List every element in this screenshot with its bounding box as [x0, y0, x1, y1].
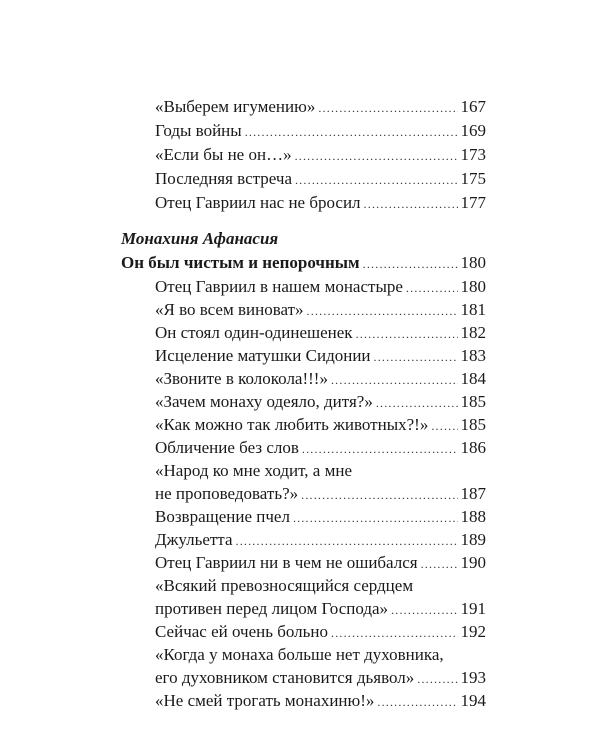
- toc-entry-page: 194: [460, 691, 486, 710]
- toc-entry[interactable]: [155, 345, 486, 367]
- toc-chapter-heading[interactable]: [121, 252, 486, 274]
- toc-entry-page: 187: [460, 484, 486, 503]
- dot-leader: [421, 553, 458, 575]
- dot-leader: [376, 392, 458, 414]
- dot-leader: [295, 145, 458, 167]
- toc-entry[interactable]: [155, 598, 486, 620]
- toc-entry-title: Он стоял один-одинешенек: [155, 323, 353, 342]
- toc-entry-title: Отец Гавриил в нашем монастыре: [155, 277, 403, 296]
- toc-entry[interactable]: [155, 621, 486, 643]
- toc-entry-title: «Зачем монаху одеяло, дитя?»: [155, 392, 373, 411]
- toc-entry-page: 185: [460, 392, 486, 411]
- toc-entry-title: «Не смей трогать монахиню!»: [155, 691, 375, 710]
- toc-entry[interactable]: [155, 483, 486, 505]
- toc-entry[interactable]: [155, 414, 486, 436]
- toc-entry[interactable]: [155, 437, 486, 459]
- toc-entry-page: 186: [460, 438, 486, 457]
- toc-entry-page: 167: [460, 97, 486, 116]
- dot-leader: [307, 300, 458, 322]
- toc-entry-page: 190: [460, 553, 486, 572]
- toc-entry[interactable]: [155, 322, 486, 344]
- toc-entry-title: Сейчас ей очень больно: [155, 622, 328, 641]
- dot-leader: [363, 253, 458, 275]
- toc-entry-title-line1: «Народ ко мне ходит, а мне: [155, 461, 352, 480]
- toc-entry-title: «Как можно так любить животных?!»: [155, 415, 429, 434]
- dot-leader: [331, 622, 458, 644]
- toc-entry[interactable]: [155, 552, 486, 574]
- toc-entry-title: Джульетта: [155, 530, 233, 549]
- dot-leader: [364, 193, 458, 215]
- toc-entry[interactable]: [155, 168, 486, 190]
- toc-entry[interactable]: [155, 96, 486, 118]
- dot-leader: [245, 121, 458, 143]
- toc-entry-page: 185: [460, 415, 486, 434]
- toc-entry-title: «Выберем игумению»: [155, 97, 316, 116]
- toc-entry-page: 182: [460, 323, 486, 342]
- toc-entry-title: противен перед лицом Господа»: [155, 599, 389, 618]
- toc-entry-title: Годы войны: [155, 121, 242, 140]
- dot-leader: [391, 599, 458, 621]
- toc-entry-title: Отец Гавриил ни в чем не ошибался: [155, 553, 418, 572]
- toc-entry[interactable]: [155, 120, 486, 142]
- toc-entry[interactable]: [155, 368, 486, 390]
- toc-entry-title-line1: «Всякий превозносящийся сердцем: [155, 576, 414, 595]
- dot-leader: [236, 530, 459, 552]
- toc-entry-title: Отец Гавриил нас не бросил: [155, 193, 361, 212]
- toc-entry-page: 180: [460, 277, 486, 296]
- toc-entry[interactable]: [155, 391, 486, 413]
- toc-entry-page: 177: [460, 193, 486, 212]
- toc-entry[interactable]: [155, 667, 486, 689]
- dot-leader: [293, 507, 458, 529]
- toc-entry-title: «Звоните в колокола!!!»: [155, 369, 328, 388]
- dot-leader: [318, 97, 458, 119]
- toc-entry-page: 169: [460, 121, 486, 140]
- toc-entry-title: «Я во всем виноват»: [155, 300, 304, 319]
- toc-entry-title: не проповедовать?»: [155, 484, 299, 503]
- toc-entry-page: 175: [460, 169, 486, 188]
- toc-entry-page: 188: [460, 507, 486, 526]
- toc-entry-title: его духовником становится дьявол»: [155, 668, 415, 687]
- toc-entry[interactable]: [155, 299, 486, 321]
- toc-entry-title: Последняя встреча: [155, 169, 293, 188]
- toc-entry-page: 189: [460, 530, 486, 549]
- dot-leader: [431, 415, 458, 437]
- toc-entry[interactable]: [155, 144, 486, 166]
- toc-entry-page: 181: [460, 300, 486, 319]
- toc-entry-page: 191: [460, 599, 486, 618]
- dot-leader: [356, 323, 458, 345]
- toc-entry-title: Исцеление матушки Сидонии: [155, 346, 371, 365]
- toc-entry[interactable]: [155, 690, 486, 712]
- toc-entry-title: Обличение без слов: [155, 438, 299, 457]
- section-author: Монахиня Афанасия: [121, 229, 279, 248]
- toc-entry[interactable]: [155, 192, 486, 214]
- toc-entry-title: Возвращение пчел: [155, 507, 290, 526]
- toc-entry[interactable]: [155, 276, 486, 298]
- dot-leader: [377, 691, 458, 713]
- dot-leader: [295, 169, 458, 191]
- toc-entry-page: 192: [460, 622, 486, 641]
- toc-entry[interactable]: [155, 506, 486, 528]
- toc-entry-page: 183: [460, 346, 486, 365]
- toc-entry-page: 193: [460, 668, 486, 687]
- toc-entry-title-line1: «Когда у монаха больше нет духовника,: [155, 645, 444, 664]
- dot-leader: [417, 668, 458, 690]
- toc-entry-title: «Если бы не он…»: [155, 145, 292, 164]
- dot-leader: [301, 484, 458, 506]
- toc-entry-page: 173: [460, 145, 486, 164]
- dot-leader: [331, 369, 458, 391]
- toc-entry-page: 184: [460, 369, 486, 388]
- toc-entry[interactable]: [155, 529, 486, 551]
- dot-leader: [302, 438, 458, 460]
- toc-entry-page: 180: [460, 253, 486, 272]
- dot-leader: [374, 346, 458, 368]
- dot-leader: [406, 277, 458, 299]
- toc-entry-title: Он был чистым и непорочным: [121, 253, 360, 272]
